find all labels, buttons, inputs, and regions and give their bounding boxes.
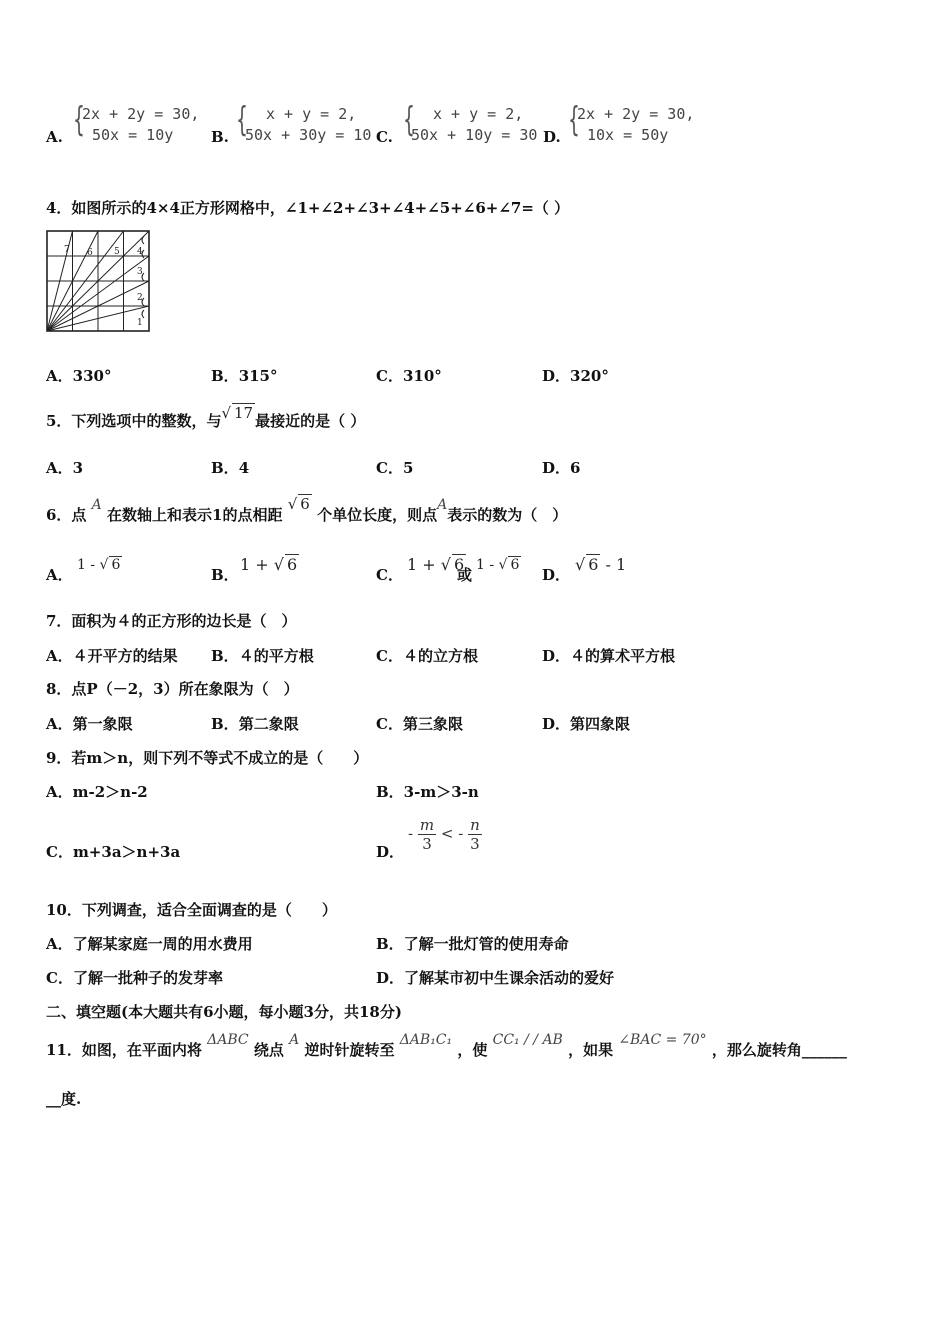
- question-6-stem: 6．点 A 在数轴上和表示1的点相距 √ 6 个单位长度，则点A表示的数为（ ）: [46, 495, 568, 524]
- option-label: C.: [376, 128, 393, 146]
- equation-line: x + y = 2,: [433, 105, 524, 123]
- brace-icon: {: [236, 100, 248, 140]
- option-label: D.: [543, 128, 561, 146]
- option-b-label: B．: [211, 566, 239, 584]
- question-9-stem: 9．若m＞n，则下列不等式不成立的是（ ）: [46, 749, 369, 767]
- brace-icon: {: [73, 100, 85, 140]
- option-a: A．４开平方的结果: [46, 647, 178, 665]
- option-b: B．第二象限: [211, 715, 299, 733]
- angle-label-6: 6: [87, 248, 93, 258]
- option-c: C．310°: [376, 367, 442, 385]
- q10-option-a: A．了解某家庭一周的用水费用: [46, 935, 253, 953]
- brace-icon: {: [403, 100, 415, 140]
- option-c: C．5: [376, 459, 414, 477]
- option-a: A．330°: [46, 367, 112, 385]
- equation-line: 2x + 2y = 30,: [577, 105, 695, 123]
- grid-figure: [44, 228, 154, 334]
- option-c-expr1: 1 + √ 6: [407, 555, 465, 574]
- option-label: A.: [46, 128, 63, 146]
- option-c-or: 或: [457, 566, 473, 584]
- q9-option-d-label: D．: [376, 843, 405, 861]
- question-11-blank-line: __度.: [46, 1090, 82, 1108]
- option-b: B．315°: [211, 367, 278, 385]
- option-a-label: A．: [46, 566, 73, 584]
- q10-option-d: D．了解某市初中生课余活动的爱好: [376, 969, 615, 987]
- q10-option-c: C．了解一批种子的发芽率: [46, 969, 223, 987]
- option-a-expr: 1 - √ 6: [77, 557, 121, 573]
- question-8-stem: 8．点P（－2，3）所在象限为（ ）: [46, 680, 299, 698]
- option-d-label: D．: [542, 566, 571, 584]
- q9-option-b: B．3-m＞3-n: [376, 783, 479, 801]
- equation-line: 50x + 10y = 30: [411, 126, 538, 144]
- option-label: B.: [211, 128, 229, 146]
- option-d-expr: √ 6 - 1: [575, 555, 627, 574]
- equation-line: 50x = 10y: [92, 126, 174, 144]
- angle-label-4: 4: [137, 247, 143, 257]
- question-7-stem: 7．面积为４的正方形的边长是（ ）: [46, 612, 297, 630]
- option-b: B．4: [211, 459, 250, 477]
- equation-line: 50x + 30y = 10: [245, 126, 372, 144]
- option-a: A．3: [46, 459, 84, 477]
- section-heading: 二、填空题(本大题共有6小题，每小题3分，共18分): [46, 1003, 402, 1021]
- option-c-expr2: 1 - √ 6: [476, 557, 520, 573]
- angle-label-3: 3: [137, 267, 143, 277]
- radicand: 17: [234, 404, 254, 422]
- question-11-stem: 11．如图，在平面内将 ΔABC 绕点 A 逆时针旋转至 ΔAB₁C₁ ，使 CC₁ / / AB ，如果 ∠BAC = 70° ，那么旋转角______: [46, 1032, 847, 1059]
- option-d: D．第四象限: [542, 715, 631, 733]
- q10-option-b: B．了解一批灯管的使用寿命: [376, 935, 569, 953]
- question-5-stem: 5．下列选项中的整数，与√ 17 最接近的是（ ）: [46, 404, 366, 430]
- angle-label-5: 5: [114, 247, 120, 257]
- option-c: C．４的立方根: [376, 647, 478, 665]
- question-4-stem: 4．如图所示的4×4正方形网格中，∠1+∠2+∠3+∠4+∠5+∠6+∠7=（ ）: [46, 199, 570, 217]
- option-c: C．第三象限: [376, 715, 463, 733]
- angle-label-7: 7: [64, 245, 70, 255]
- q9-option-c: C．m+3a＞n+3a: [46, 843, 181, 861]
- option-d: D．４的算术平方根: [542, 647, 676, 665]
- question-10-stem: 10．下列调查，适合全面调查的是（ ）: [46, 901, 337, 919]
- option-d: D．6: [542, 459, 581, 477]
- angle-label-1: 1: [137, 318, 143, 328]
- equation-line: 2x + 2y = 30,: [82, 105, 200, 123]
- equation-line: 10x = 50y: [587, 126, 669, 144]
- equation-line: x + y = 2,: [266, 105, 357, 123]
- brace-icon: {: [568, 100, 580, 140]
- option-b: B．４的平方根: [211, 647, 314, 665]
- option-d: D．320°: [542, 367, 609, 385]
- q9-option-a: A．m-2＞n-2: [46, 783, 148, 801]
- option-c-label: C．: [376, 566, 403, 584]
- angle-label-2: 2: [137, 293, 143, 303]
- q9-option-d-expr: - $\frac{m}{3}$ < - $\frac{n}{3}$: [408, 816, 480, 853]
- option-b-expr: 1 + √ 6: [240, 555, 298, 574]
- option-a: A．第一象限: [46, 715, 133, 733]
